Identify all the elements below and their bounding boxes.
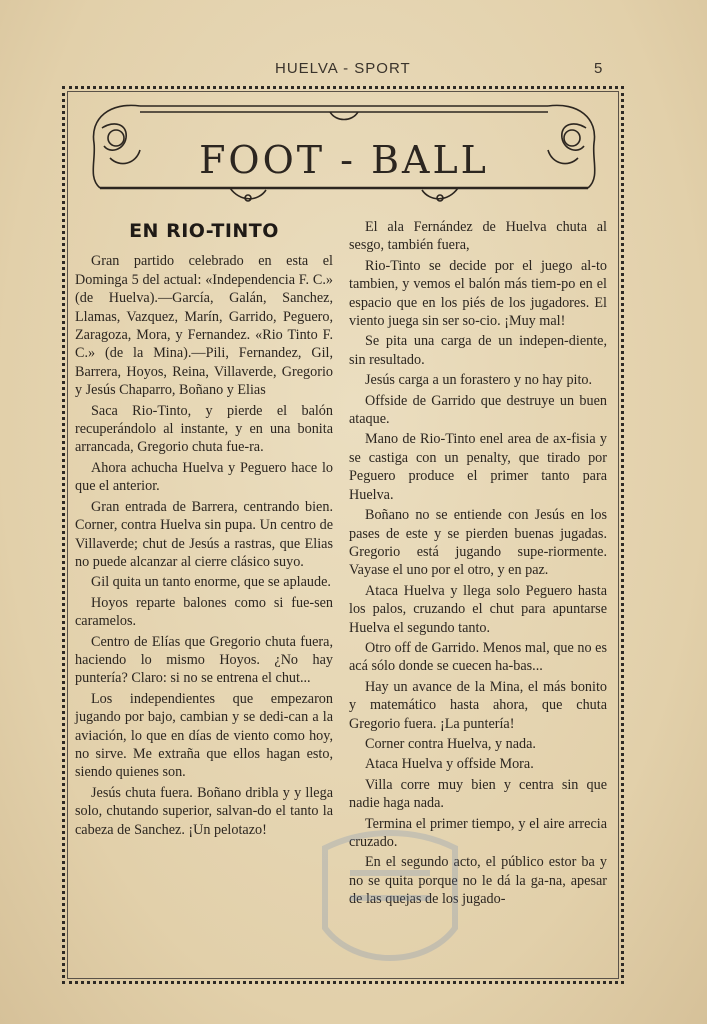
article-paragraph: Termina el primer tiempo, y el aire arrecia cruzado. — [349, 815, 607, 850]
library-stamp-icon — [305, 828, 475, 988]
article-paragraph: Hoyos reparte balones como si fue-sen caramelos. — [75, 594, 333, 630]
article-paragraph: Gil quita un tanto enorme, que se aplaude. — [91, 574, 331, 591]
article-column-left — [75, 218, 333, 841]
article-paragraph: En el segundo acto, el público estor ba y no se quita porque no le dá la ga-na, apesar de las quejas de los jugado- — [349, 854, 607, 908]
article-heading: EN RIO-TINTO — [129, 220, 279, 242]
article-paragraph: Boñano no se entiende con Jesús en los pases de este y se pierden buenas jugadas. Gregorio está jugando supe-riormente. Vayase el uno por el otro, y en paz. — [349, 507, 607, 579]
article-paragraph: Ataca Huelva y llega solo Peguero hasta los palos, cruzando el chut para apuntarse Huelva el segundo tanto. — [349, 582, 607, 636]
article-paragraph: Corner contra Huelva, y nada. — [365, 735, 536, 752]
article-paragraph: Jesús carga a un forastero y no hay pito. — [365, 372, 593, 389]
article-paragraph: Ataca Huelva y offside Mora. — [365, 756, 534, 773]
article-paragraph: Offside de Garrido que destruye un buen ataque. — [349, 392, 607, 428]
section-banner — [80, 98, 608, 210]
article-paragraph: Gran entrada de Barrera, centrando bien. Corner, contra Huelva sin pupa. Un centro de Villaverde; chut de Jesús a rastras, que Elias no puede alcanzar al cierre clásico suyo. — [75, 498, 333, 570]
page-number: 5 — [594, 60, 603, 77]
journal-name: HUELVA - SPORT — [275, 60, 411, 77]
article-paragraph: Mano de Rio-Tinto enel area de ax-fisia y se castiga con un penalty, que tirado por Peguero produce el primer tanto para Huelva. — [349, 431, 607, 503]
running-head — [0, 60, 707, 82]
article-paragraph: Rio-Tinto se decide por el juego al-to tambien, y vemos el balón más tiem-po en el espacio que en los piés de los jugadores. El viento juega sin ser so-cio. ¡Muy mal! — [349, 257, 607, 330]
article-paragraph: Saca Rio-Tinto, y pierde el balón recuperándolo al instante, y en una bonita arrancada, Gregorio chuta fue-ra. — [75, 402, 333, 456]
article-paragraph: Villa corre muy bien y centra sin que nadie haga nada. — [349, 776, 607, 812]
article-paragraph: El ala Fernández de Huelva chuta al sesgo, también fuera, — [349, 219, 607, 254]
article-paragraph: Centro de Elías que Gregorio chuta fuera, haciendo lo mismo Hoyos. ¿No hay puntería? Claro: si no se entrena el chut... — [75, 633, 333, 687]
article-paragraph: Los independientes que empezaron jugando por bajo, cambian y se dedi-can a la aviación, lo que en días de viento como hoy, no sirve. Me extraña que ellos hagan esto, siendo quienes son. — [75, 690, 333, 781]
article-paragraph: Se pita una carga de un indepen-diente, sin resultado. — [349, 333, 607, 368]
banner-title: FOOT - BALL — [199, 138, 489, 182]
article-paragraph: Gran partido celebrado en esta el Dominga 5 del actual: «Independencia F. C.» (de Huelva).—García, Galán, Sanchez, Llamas, Vazquez, Marín, Garrido, Peguero, Zaragoza, Mora, y Fernandez. «Rio Tinto F. C.» (de la Mina).—Pili, Fernandez, Gil, Barrera, Hoyos, Reina, Villaverde, Gregorio y Jesús Chaparro, Boñano y Elias — [75, 253, 333, 399]
article-paragraph: Ahora achucha Huelva y Peguero hace lo que el anterior. — [75, 459, 333, 495]
article-paragraph: Hay un avance de la Mina, el más bonito y matemático hasta ahora, que chuta Gregorio fuera. ¡La puntería! — [349, 678, 607, 732]
article-paragraph: Otro off de Garrido. Menos mal, que no es acá sólo donde se cuecen ha-bas... — [349, 639, 607, 675]
article-column-right — [349, 218, 607, 911]
article-paragraph: Jesús chuta fuera. Boñano dribla y y llega solo, chutando superior, salvan-do el tanto la cabeza de Sanchez. ¡Un pelotazo! — [75, 784, 333, 838]
